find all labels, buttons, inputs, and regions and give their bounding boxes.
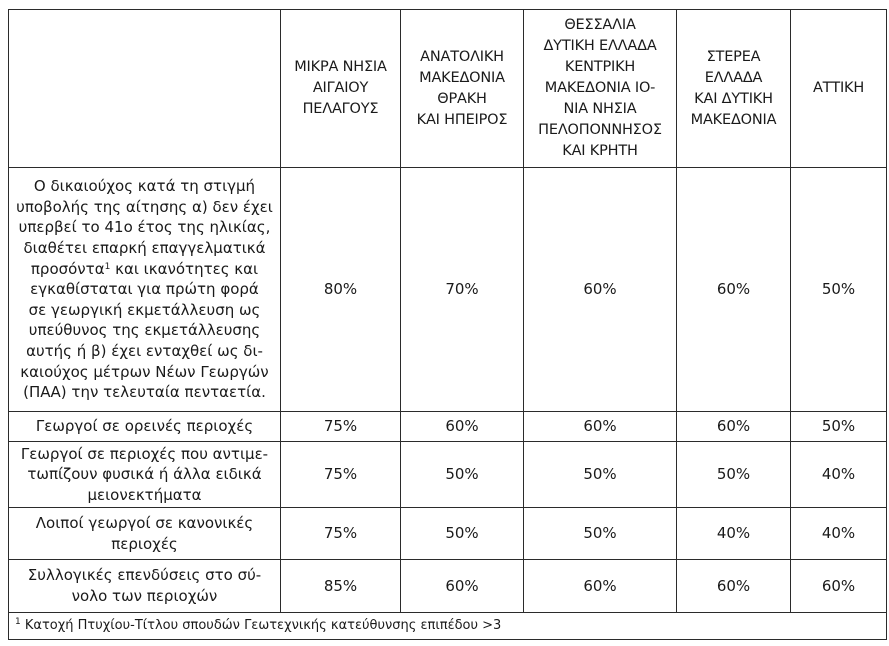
value-cell: 75% [281, 508, 401, 560]
value-cell: 60% [401, 412, 524, 442]
value-cell: 75% [281, 412, 401, 442]
footnote-cell [9, 613, 887, 640]
value-cell: 60% [677, 412, 791, 442]
table-row [9, 508, 887, 560]
row-label-mountain-farmers: Γεωργοί σε ορεινές περιοχές [9, 412, 281, 442]
row-label-disadvantaged-areas: Γεωργοί σε περιοχές που αντιμε- τωπίζουν φυσικά ή άλλα ειδικά μειονεκτήματα [9, 442, 281, 508]
row-label-other-farmers: Λοιποί γεωργοί σε κανονικές περιοχές [9, 508, 281, 560]
value-cell: 50% [791, 168, 887, 412]
header-attica: ΑΤΤΙΚΗ [791, 10, 887, 168]
row-label-collective-investments: Συλλογικές επενδύσεις στο σύ- νολο των περιοχών [9, 560, 281, 613]
value-cell: 60% [524, 560, 677, 613]
table-row [9, 442, 887, 508]
footnote-row [9, 613, 887, 640]
value-cell: 50% [524, 508, 677, 560]
value-cell: 85% [281, 560, 401, 613]
label-text-part: και ικανότητες και εγκαθίσταται για πρώτη φορά σε γεωργική εκμετάλλευση ως υπεύθυνος της εκμετάλλευσης αυτής ή β) έχει ενταχθεί ως δι- καιούχος μέτρων Νέων Γεωργών (ΠΑΑ) την τελευταία πενταετία. [20, 259, 269, 402]
label-text-part: Ο δικαιούχος κατά τη στιγμή υποβολής της αίτησης α) δεν έχει υπερβεί το 41ο έτος της ηλικίας, διαθέτει επαρκή επαγγελματικά προσόντα [16, 177, 273, 278]
table-row [9, 168, 887, 412]
table-row [9, 412, 887, 442]
value-cell: 50% [524, 442, 677, 508]
value-cell: 40% [677, 508, 791, 560]
value-cell: 50% [401, 442, 524, 508]
header-empty-cell [9, 10, 281, 168]
value-cell: 50% [401, 508, 524, 560]
value-cell: 60% [401, 560, 524, 613]
value-cell: 60% [524, 168, 677, 412]
value-cell: 60% [524, 412, 677, 442]
value-cell: 40% [791, 442, 887, 508]
footnote-number: 1 [15, 617, 21, 627]
footnote-marker: 1 [104, 261, 111, 272]
row-label-young-farmers [9, 168, 281, 412]
header-row [9, 10, 887, 168]
header-small-aegean-islands: ΜΙΚΡΑ ΝΗΣΙΑ ΑΙΓΑΙΟΥ ΠΕΛΑΓΟΥΣ [281, 10, 401, 168]
value-cell: 50% [791, 412, 887, 442]
header-central-greece-west-macedonia: ΣΤΕΡΕΑ ΕΛΛΑΔΑ ΚΑΙ ΔΥΤΙΚΗ ΜΑΚΕΔΟΝΙΑ [677, 10, 791, 168]
footnote-text: Κατοχή Πτυχίου-Τίτλου σπουδών Γεωτεχνικής κατεύθυνσης επιπέδου >3 [20, 618, 502, 633]
value-cell: 60% [791, 560, 887, 613]
table-row [9, 560, 887, 613]
header-east-macedonia-thrace-epirus: ΑΝΑΤΟΛΙΚΗ ΜΑΚΕΔΟΝΙΑ ΘΡΑΚΗ ΚΑΙ ΗΠΕΙΡΟΣ [401, 10, 524, 168]
value-cell: 60% [677, 560, 791, 613]
value-cell: 70% [401, 168, 524, 412]
value-cell: 80% [281, 168, 401, 412]
header-thessaly-west-greece-etc: ΘΕΣΣΑΛΙΑ ΔΥΤΙΚΗ ΕΛΛΑΔΑ ΚΕΝΤΡΙΚΗ ΜΑΚΕΔΟΝΙΑ ΙΟ- ΝΙΑ ΝΗΣΙΑ ΠΕΛΟΠΟΝΝΗΣΟΣ ΚΑΙ ΚΡΗΤΗ [524, 10, 677, 168]
subsidy-rate-table [8, 9, 887, 640]
value-cell: 50% [677, 442, 791, 508]
value-cell: 40% [791, 508, 887, 560]
value-cell: 75% [281, 442, 401, 508]
value-cell: 60% [677, 168, 791, 412]
